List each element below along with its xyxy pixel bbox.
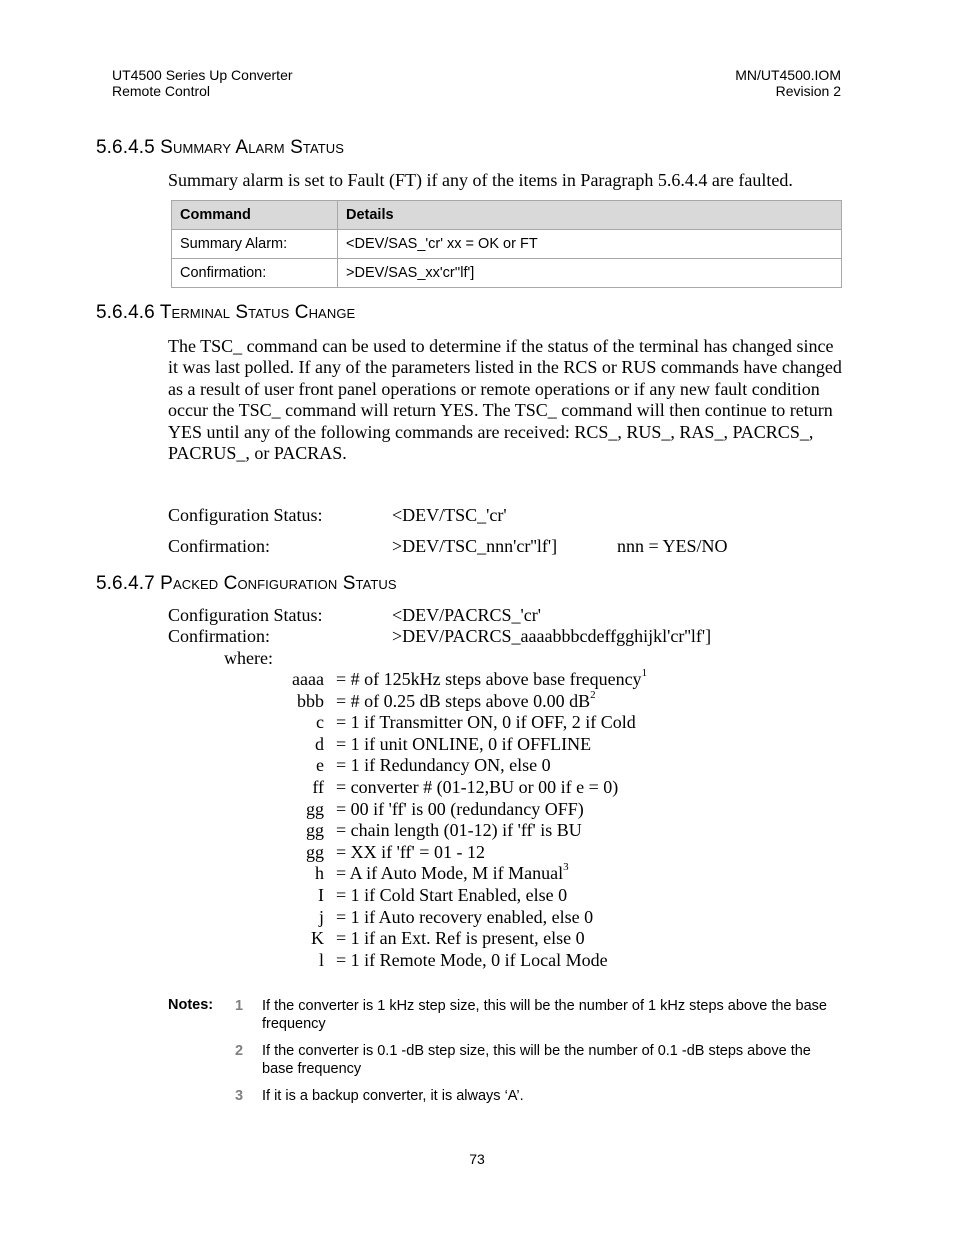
field-description <box>336 712 636 734</box>
pacrcs-confirm-command: >DEV/PACRCS_aaaabbbcdeffgghijkl'cr''lf'] <box>392 626 712 646</box>
field-code: j <box>318 906 324 927</box>
page-number: 73 <box>469 1151 485 1167</box>
field-description-text: = 1 if Transmitter ON, 0 if OFF, 2 if Cold <box>336 712 636 733</box>
field-description <box>336 863 569 885</box>
running-header-left <box>112 67 293 99</box>
pacrcs-confirm-label: Confirmation: <box>168 626 270 646</box>
section-heading-terminal-status-change: 5.6.4.6 Terminal Status Change <box>96 302 356 323</box>
field-description <box>336 820 582 842</box>
field-description <box>336 950 608 972</box>
note-text: If the converter is 1 kHz step size, this will be the number of 1 kHz steps above the base frequency <box>262 998 827 1032</box>
field-description-text: = 1 if Remote Mode, 0 if Local Mode <box>336 949 608 970</box>
field-description <box>336 734 591 756</box>
note-item <box>230 997 842 1033</box>
field-description-text: = 1 if an Ext. Ref is present, else 0 <box>336 928 585 949</box>
field-code: gg <box>306 820 324 841</box>
section-heading-summary-alarm-status: 5.6.4.5 Summary Alarm Status <box>96 137 345 158</box>
field-definition-row <box>270 950 647 972</box>
field-code: h <box>315 863 324 884</box>
tsc-confirm-label: Confirmation: <box>168 536 270 556</box>
notes-label: Notes: <box>168 997 214 1013</box>
field-description-text: = XX if 'ff' = 01 - 12 <box>336 841 485 862</box>
field-code: bbb <box>297 690 324 711</box>
table-cell-details: <DEV/SAS_'cr' xx = OK or FT <box>338 230 842 259</box>
field-description-text: = converter # (01-12,BU or 00 if e = 0) <box>336 776 619 797</box>
note-item <box>230 1087 842 1105</box>
field-description <box>336 669 647 691</box>
field-code: ff <box>312 776 324 797</box>
field-code: d <box>315 733 324 754</box>
field-description <box>336 842 485 864</box>
table-row <box>172 259 842 288</box>
field-description <box>336 688 596 713</box>
field-description <box>336 907 593 929</box>
table-cell-details: >DEV/SAS_xx'cr''lf'] <box>338 259 842 288</box>
field-code: I <box>318 884 324 905</box>
tsc-confirm-note: nnn = YES/NO <box>617 536 728 556</box>
pacrcs-config-command: <DEV/PACRCS_'cr' <box>392 605 542 625</box>
field-description-text: = chain length (01-12) if 'ff' is BU <box>336 820 582 841</box>
field-description-text: = # of 0.25 dB steps above 0.00 dB <box>336 690 591 711</box>
column-header-command: Command <box>172 201 338 230</box>
column-header-details: Details <box>338 201 842 230</box>
tsc-config-label: Configuration Status: <box>168 505 323 525</box>
field-code: c <box>316 712 324 733</box>
field-code: e <box>316 755 324 776</box>
note-text: If the converter is 0.1 -dB step size, this will be the number of 0.1 -dB steps above the base frequency <box>262 1043 811 1077</box>
field-code: gg <box>306 841 324 862</box>
field-description <box>336 755 551 777</box>
field-description-text: = 1 if Auto recovery enabled, else 0 <box>336 906 594 927</box>
field-description-text: = A if Auto Mode, M if Manual <box>336 863 564 884</box>
note-text: If it is a backup converter, it is always ‘A’. <box>262 1088 524 1104</box>
running-header-right <box>735 67 841 99</box>
field-definition-row <box>270 712 647 734</box>
header-revision: Revision 2 <box>775 83 841 99</box>
field-definition-row <box>270 799 647 821</box>
field-definition-row <box>270 928 647 950</box>
field-definition-row <box>270 907 647 929</box>
where-label: where: <box>224 648 273 668</box>
field-definition-row <box>270 734 647 756</box>
terminal-status-paragraph: The TSC_ command can be used to determine if the status of the terminal has changed since it was last polled. If any of the parameters listed in the RCS or RUS commands have changed as a result of user front panel operations or remote operations or if any new fault condition occur the TSC_ command will return YES. The TSC_ command will then continue to return YES until any of the following commands are received: RCS_, RUS_, RAS_, PACRCS_, PACRUS_, or PACRAS. <box>168 336 842 464</box>
footnote-reference: 1 <box>641 667 648 679</box>
field-definition-row <box>270 820 647 842</box>
field-definition-row <box>270 842 647 864</box>
field-description-text: = 1 if Cold Start Enabled, else 0 <box>336 884 568 905</box>
field-description-text: = 00 if 'ff' is 00 (redundancy OFF) <box>336 798 584 819</box>
field-description <box>336 799 584 821</box>
field-description <box>336 885 567 907</box>
field-definition-row <box>270 669 647 691</box>
note-number: 1 <box>235 998 244 1014</box>
field-description-text: = 1 if Redundancy ON, else 0 <box>336 755 551 776</box>
field-definition-row <box>270 863 647 885</box>
pacrcs-config-label: Configuration Status: <box>168 605 323 625</box>
field-description <box>336 928 585 950</box>
table-header-row <box>172 201 842 230</box>
note-number: 3 <box>235 1088 244 1104</box>
field-definition-row <box>270 755 647 777</box>
note-item <box>230 1042 842 1078</box>
footnote-reference: 2 <box>590 688 596 701</box>
field-description-text: = # of 125kHz steps above base frequency <box>336 669 642 689</box>
field-code: l <box>318 949 324 970</box>
header-product-title: UT4500 Series Up Converter <box>112 67 293 83</box>
summary-alarm-paragraph: Summary alarm is set to Fault (FT) if any of the items in Paragraph 5.6.4.4 are faulted. <box>168 170 793 190</box>
tsc-confirm-command: >DEV/TSC_nnn'cr''lf'] <box>392 536 558 556</box>
field-description-text: = 1 if unit ONLINE, 0 if OFFLINE <box>336 733 592 754</box>
table-cell-command: Summary Alarm: <box>172 230 338 259</box>
field-definition-row <box>270 885 647 907</box>
field-definition-list <box>270 669 647 971</box>
field-definition-row <box>270 688 647 713</box>
tsc-config-command: <DEV/TSC_'cr' <box>392 505 507 525</box>
field-code: gg <box>306 798 324 819</box>
field-code: aaaa <box>292 669 324 689</box>
table-cell-command: Confirmation: <box>172 259 338 288</box>
header-document-id: MN/UT4500.IOM <box>735 67 841 83</box>
field-definition-row <box>270 777 647 799</box>
header-chapter-title: Remote Control <box>112 83 211 99</box>
summary-alarm-command-table <box>171 200 842 288</box>
section-heading-packed-configuration-status: 5.6.4.7 Packed Configuration Status <box>96 573 397 594</box>
note-number: 2 <box>235 1043 244 1059</box>
field-code: K <box>311 928 324 949</box>
table-row <box>172 230 842 259</box>
footnote-reference: 3 <box>563 861 569 874</box>
field-description <box>336 777 618 799</box>
